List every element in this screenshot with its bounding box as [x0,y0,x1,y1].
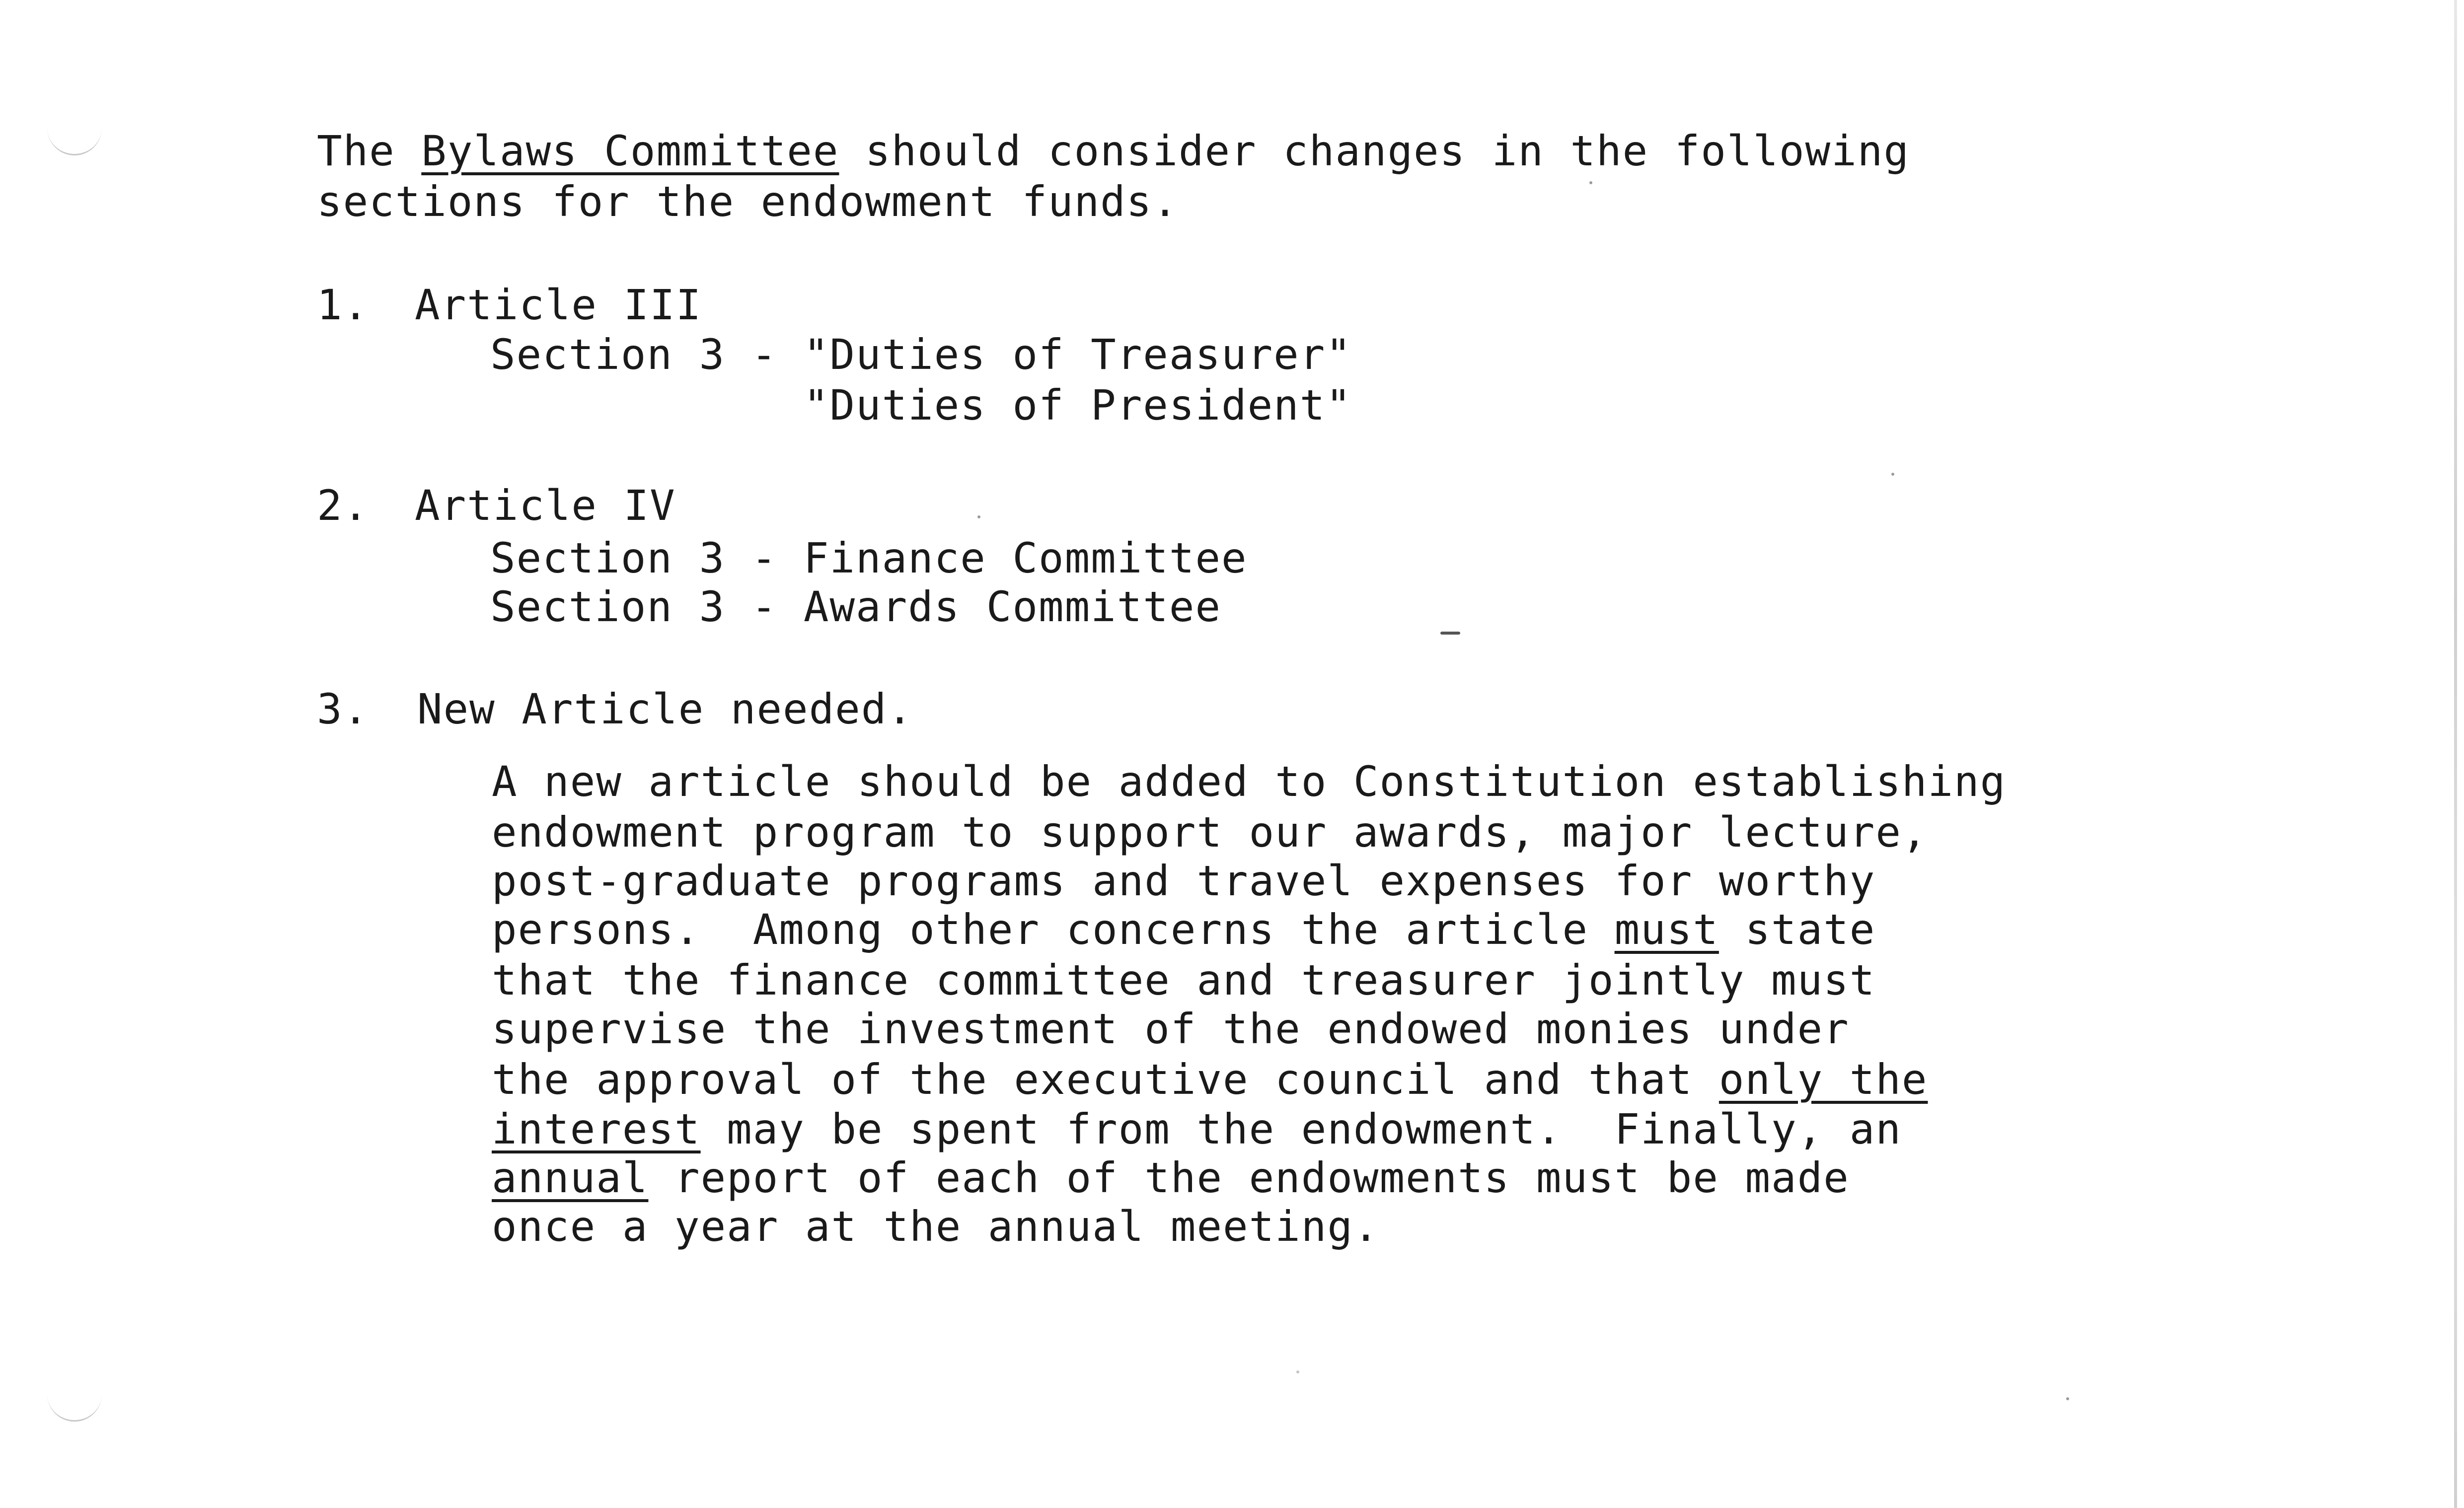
only-the-underlined: only the [1718,1055,1928,1104]
punch-hole-mark-top [47,124,102,155]
punch-hole-mark-bottom [47,1390,102,1422]
scan-speck [1589,181,1592,184]
bylaws-committee-underlined: Bylaws Committee [421,127,839,175]
paragraph-line-3: post-graduate programs and travel expenses for worthy [492,857,1876,905]
scan-speck [1891,473,1894,476]
paragraph-line-5: that the finance committee and treasurer jointly must [492,956,1876,1005]
paragraph-line-10: once a year at the annual meeting. [492,1202,1380,1251]
item-2-line-1: Section 3 - Finance Committee [490,534,1248,582]
intro-line-1 [317,127,1910,175]
paragraph-line-8 [492,1105,1902,1153]
intro-line-2: sections for the endowment funds. [317,177,1179,226]
scan-speck [1440,632,1460,635]
page-edge [2454,0,2457,1508]
must-underlined: must [1614,905,1719,954]
paragraph-line-9 [492,1153,1850,1202]
paragraph-line-6: supervise the investment of the endowed monies under [492,1005,1850,1053]
item-2-line-2: Section 3 - Awards Committee [490,582,1222,631]
scan-speck [977,515,980,518]
item-1-line-2: "Duties of President" [490,381,1352,430]
paragraph-line-4 [492,905,1876,954]
intro-suffix: should consider changes in the following [839,127,1910,175]
item-2-title: Article IV [415,481,676,530]
item-1-title: Article III [415,281,702,329]
item-3-title: New Article needed. [417,685,913,733]
paragraph-line-7 [492,1055,1928,1104]
paragraph-line-4-a: persons. Among other concerns the article [492,905,1615,954]
paragraph-line-7-a: the approval of the executive council and that [492,1055,1719,1104]
paragraph-line-8-b: may be spent from the endowment. Finally, an [700,1105,1902,1153]
paragraph-line-1: A new article should be added to Constitution establishing [492,757,2007,806]
annual-underlined: annual [492,1153,649,1202]
intro-prefix: The [317,127,422,175]
item-3-number: 3. [317,685,370,733]
item-1-number: 1. [317,281,370,329]
paragraph-line-2: endowment program to support our awards, major lecture, [492,808,1928,857]
scan-speck [1296,1370,1299,1373]
paragraph-line-9-b: report of each of the endowments must be made [648,1153,1850,1202]
scan-speck [2066,1397,2069,1400]
item-1-line-1: Section 3 - "Duties of Treasurer" [490,330,1352,379]
interest-underlined: interest [492,1105,701,1153]
paragraph-line-4-b: state [1718,905,1876,954]
item-2-number: 2. [317,481,370,530]
